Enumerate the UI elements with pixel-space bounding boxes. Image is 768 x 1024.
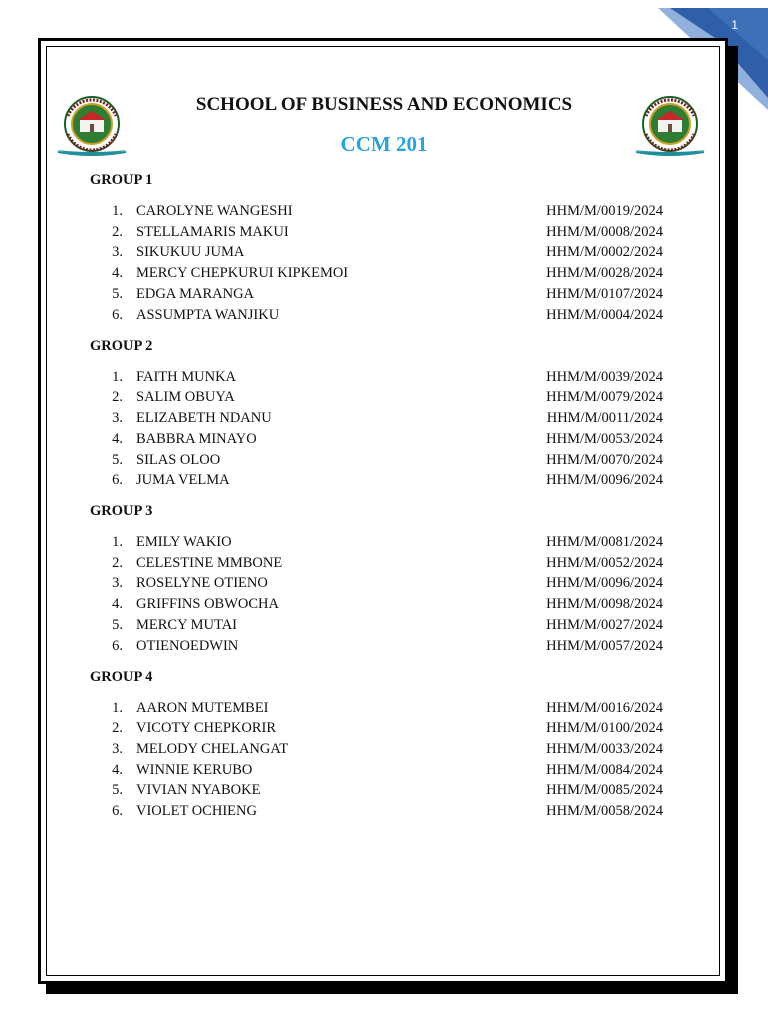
member-number: 5. [112,286,123,302]
member-name: MELODY CHELANGAT [136,741,289,757]
member-reg-number: HHM/M/0100/2024 [546,720,663,736]
page-number: 1 [731,18,738,32]
member-number: 2. [112,720,123,736]
member-number: 5. [112,452,123,468]
member-number: 2. [112,389,123,405]
member-number: 6. [112,307,123,323]
member-number: 2. [112,555,123,571]
member-reg-number: HHM/M/0027/2024 [546,617,663,633]
member-reg-number: HHM/M/0008/2024 [546,224,663,240]
member-row [100,700,665,720]
member-name: CELESTINE MMBONE [136,555,283,571]
group-heading: GROUP 2 [90,338,153,354]
member-name: ROSELYNE OTIENO [136,575,268,591]
member-name: GRIFFINS OBWOCHA [136,596,280,612]
member-row [100,555,665,575]
member-reg-number: HHM/M/0096/2024 [546,575,663,591]
member-name: AARON MUTEMBEI [136,700,269,716]
member-number: 3. [112,575,123,591]
member-row [100,286,665,306]
member-name: CAROLYNE WANGESHI [136,203,293,219]
member-reg-number: HHM/M/0098/2024 [546,596,663,612]
member-reg-number: HHM/M/0079/2024 [546,389,663,405]
group-heading: GROUP 1 [90,172,153,188]
member-reg-number: HHM/M/0039/2024 [546,369,663,385]
member-row [100,720,665,740]
member-reg-number: HHM/M/0028/2024 [546,265,663,281]
member-row [100,741,665,761]
member-name: FAITH MUNKA [136,369,237,385]
member-reg-number: HHM/M/0002/2024 [546,244,663,260]
member-number: 6. [112,472,123,488]
member-name: ELIZABETH NDANU [136,410,272,426]
member-reg-number: HHM/M/0052/2024 [546,555,663,571]
member-number: 6. [112,638,123,654]
member-reg-number: HHM/M/0070/2024 [546,452,663,468]
member-reg-number: HHM/M/0081/2024 [546,534,663,550]
member-reg-number: HHM/M/0016/2024 [546,700,663,716]
member-number: 1. [112,203,123,219]
member-number: 5. [112,617,123,633]
member-name: ASSUMPTA WANJIKU [136,307,280,323]
member-row [100,307,665,327]
member-row [100,244,665,264]
member-reg-number: HHM/M/0019/2024 [546,203,663,219]
member-reg-number: HHM/M/0107/2024 [546,286,663,302]
member-row [100,431,665,451]
group-heading: GROUP 4 [90,669,153,685]
member-row [100,410,665,430]
member-name: OTIENOEDWIN [136,638,239,654]
member-row [100,782,665,802]
member-name: EMILY WAKIO [136,534,232,550]
member-reg-number: HHM/M/0096/2024 [546,472,663,488]
member-name: VIVIAN NYABOKE [136,782,261,798]
member-reg-number: HHM/M/0084/2024 [546,762,663,778]
member-name: VICOTY CHEPKORIR [136,720,277,736]
member-reg-number: HHM/M/0011/2024 [546,410,663,426]
member-name: VIOLET OCHIENG [136,803,257,819]
member-number: 3. [112,244,123,260]
member-number: 4. [112,431,123,447]
group-heading: GROUP 3 [90,503,153,519]
member-row [100,803,665,823]
member-name: MERCY MUTAI [136,617,238,633]
member-number: 6. [112,803,123,819]
member-row [100,389,665,409]
member-row [100,369,665,389]
member-name: MERCY CHEPKURUI KIPKEMOI [136,265,349,281]
member-name: SALIM OBUYA [136,389,235,405]
member-number: 5. [112,782,123,798]
member-name: EDGA MARANGA [136,286,255,302]
member-row [100,203,665,223]
member-name: SILAS OLOO [136,452,221,468]
course-code: CCM 201 [340,132,428,156]
member-row [100,638,665,658]
member-number: 1. [112,700,123,716]
member-number: 3. [112,410,123,426]
member-number: 1. [112,534,123,550]
member-name: JUMA VELMA [136,472,230,488]
member-reg-number: HHM/M/0004/2024 [546,307,663,323]
member-row [100,762,665,782]
member-row [100,575,665,595]
member-number: 4. [112,596,123,612]
member-name: WINNIE KERUBO [136,762,253,778]
member-number: 3. [112,741,123,757]
member-row [100,265,665,285]
member-row [100,224,665,244]
member-reg-number: HHM/M/0057/2024 [546,638,663,654]
member-row [100,617,665,637]
member-reg-number: HHM/M/0085/2024 [546,782,663,798]
member-number: 1. [112,369,123,385]
member-name: STELLAMARIS MAKUI [136,224,289,240]
member-row [100,472,665,492]
school-title: SCHOOL OF BUSINESS AND ECONOMICS [195,94,573,115]
member-row [100,534,665,554]
member-name: BABBRA MINAYO [136,431,257,447]
member-number: 2. [112,224,123,240]
member-reg-number: HHM/M/0033/2024 [546,741,663,757]
member-row [100,452,665,472]
member-number: 4. [112,762,123,778]
member-reg-number: HHM/M/0058/2024 [546,803,663,819]
member-name: SIKUKUU JUMA [136,244,245,260]
member-reg-number: HHM/M/0053/2024 [546,431,663,447]
member-number: 4. [112,265,123,281]
member-row [100,596,665,616]
